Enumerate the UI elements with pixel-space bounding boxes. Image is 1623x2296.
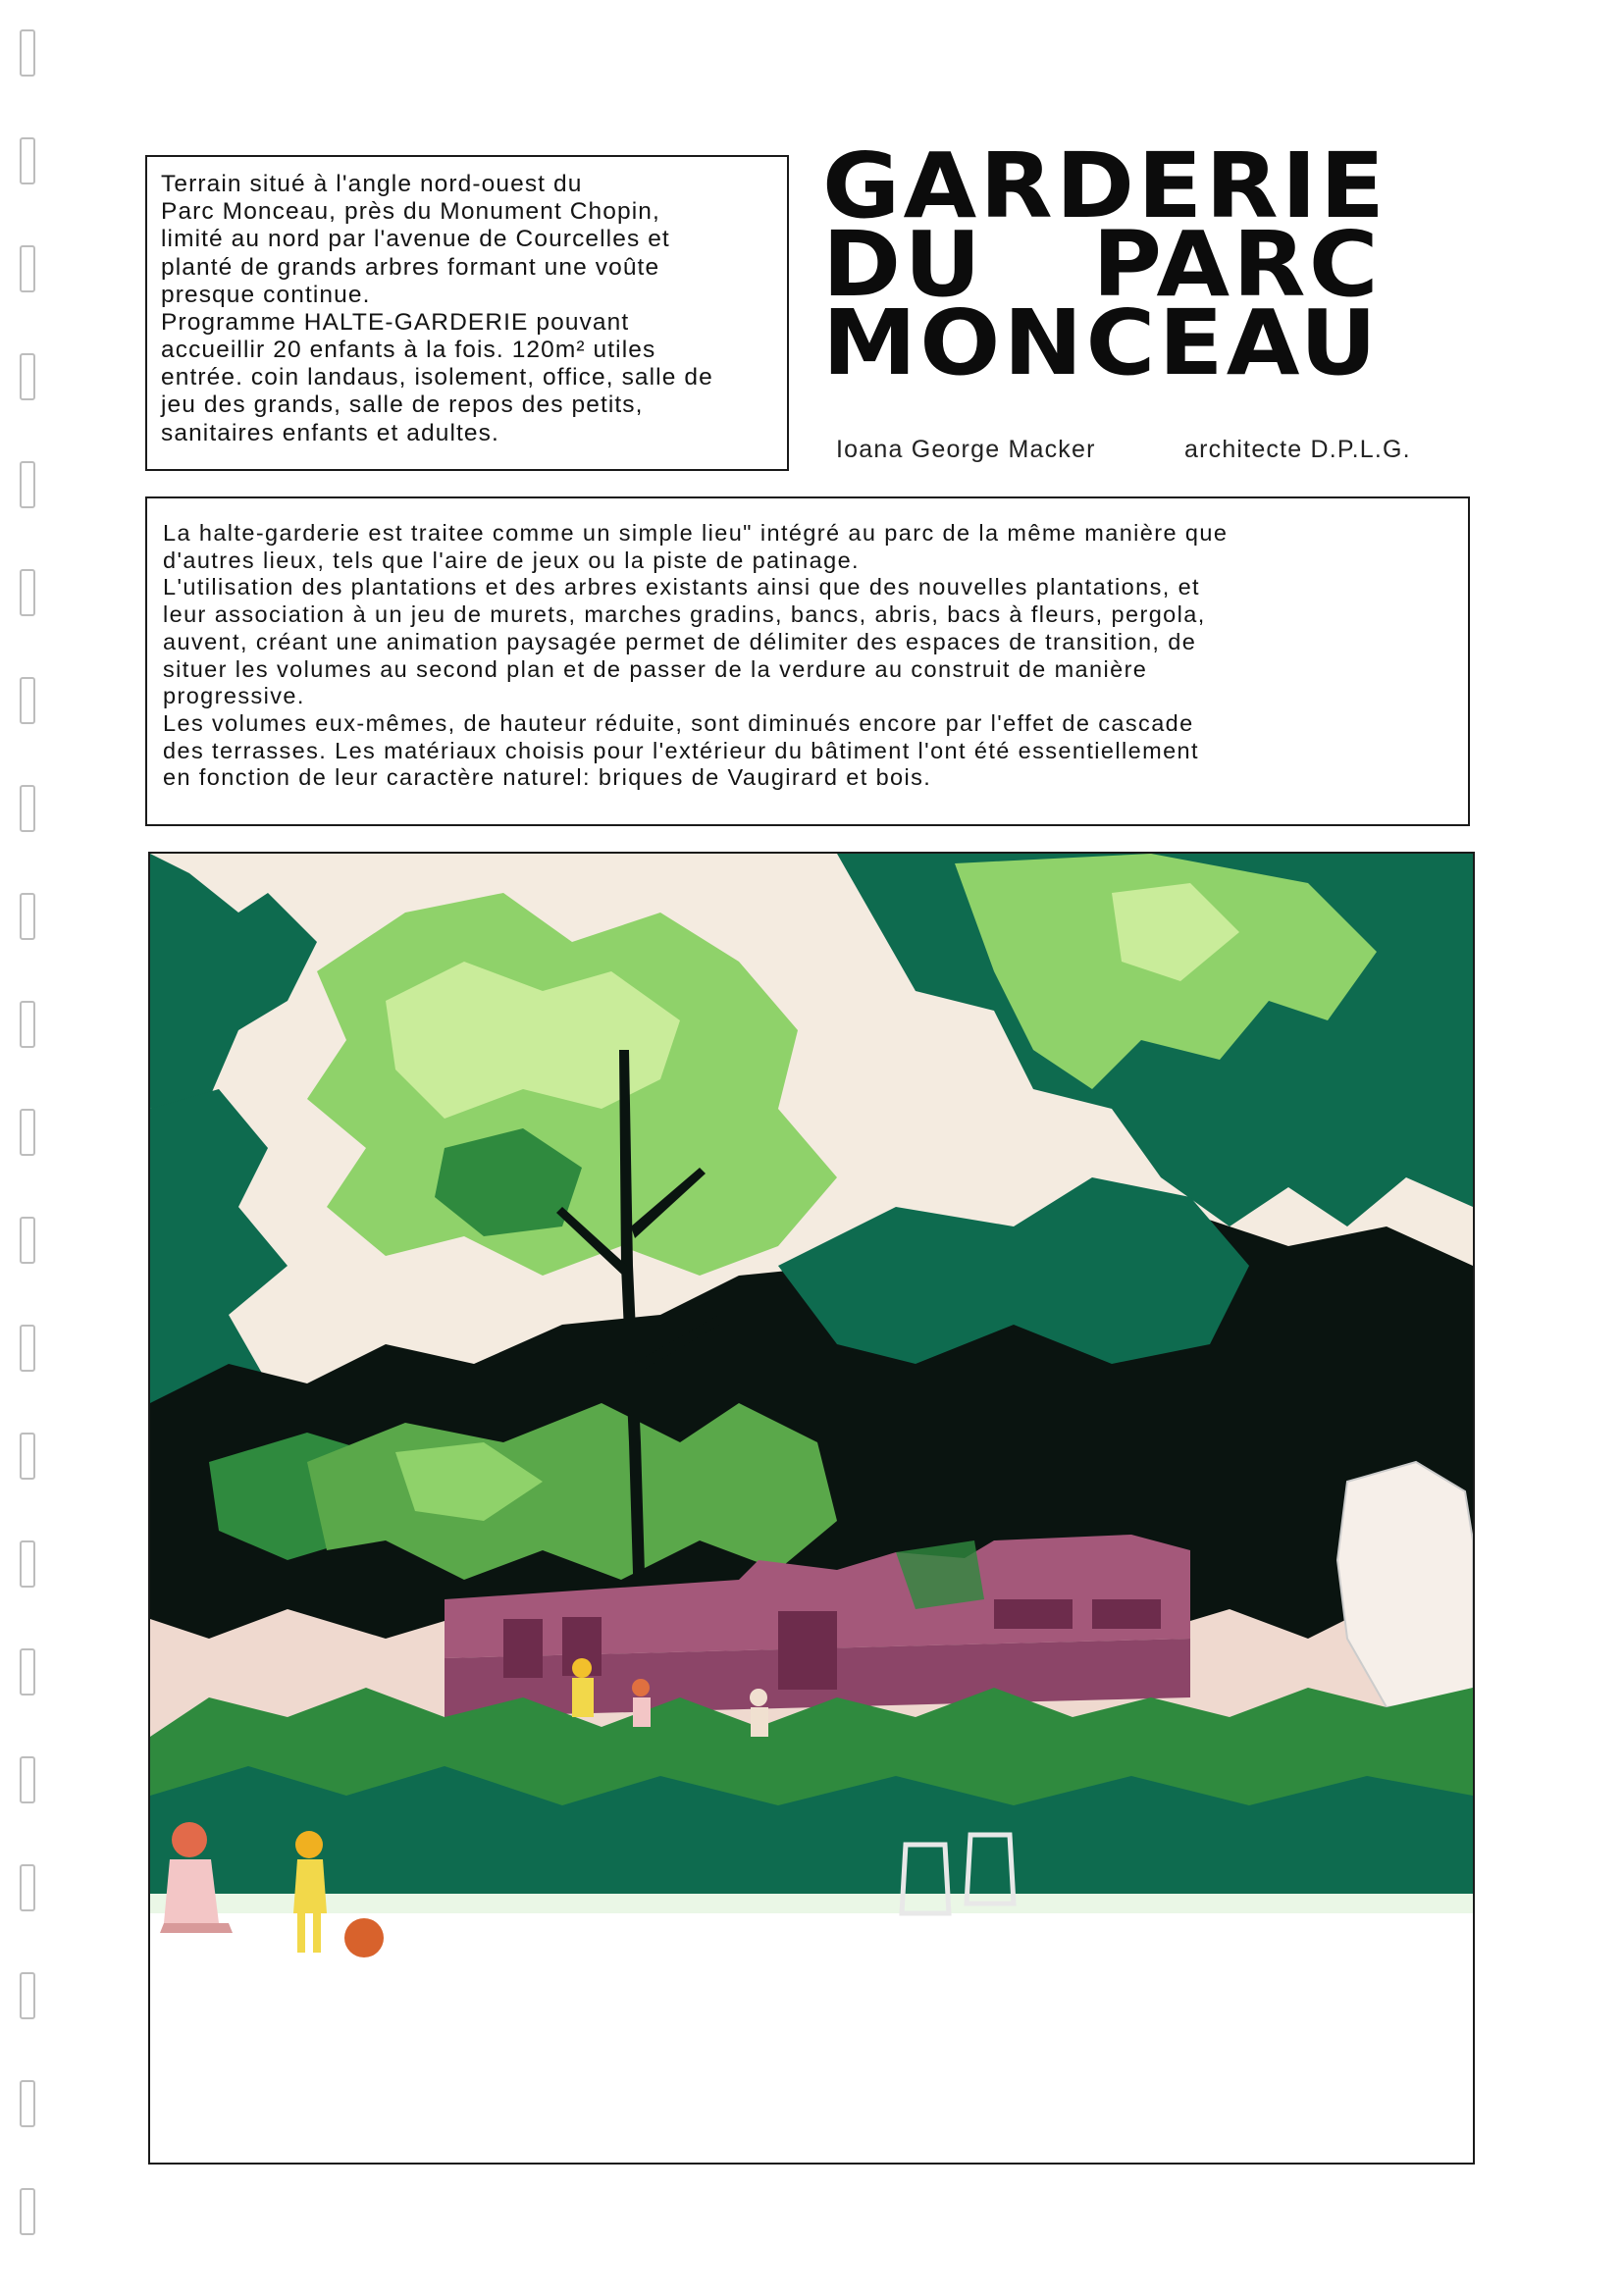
binding-ring — [20, 677, 35, 724]
binding-ring — [20, 461, 35, 508]
program-line: entrée. coin landaus, isolement, office, salle de — [161, 364, 713, 391]
description-line: La halte-garderie est traitee comme un simple lieu" intégré au parc de la même manière que — [163, 520, 1229, 546]
program-line: accueillir 20 enfants à la fois. 120m² utiles — [161, 337, 656, 364]
program-line: jeu des grands, salle de repos des petits, — [161, 391, 644, 419]
binding-ring — [20, 1001, 35, 1048]
title-line-1: GARDERIE — [822, 133, 1388, 238]
program-line: Programme HALTE-GARDERIE pouvant — [161, 308, 630, 336]
binding-ring — [20, 893, 35, 940]
binding-ring — [20, 1756, 35, 1803]
binding-ring — [20, 1325, 35, 1372]
binding-ring — [20, 569, 35, 616]
site-line: Terrain situé à l'angle nord-ouest du — [161, 171, 583, 197]
site-line: limité au nord par l'avenue de Courcelles et — [161, 226, 670, 253]
description-line: d'autres lieux, tels que l'aire de jeux ou la piste de patinage. — [163, 547, 860, 573]
ball — [344, 1918, 384, 1957]
description-line: situer les volumes au second plan et de passer de la verdure au construit de manière — [163, 655, 1148, 682]
binding-ring — [20, 1109, 35, 1156]
building-window — [503, 1619, 543, 1678]
author-credit — [836, 436, 1474, 464]
description-line: des terrasses. Les matériaux choisis pour l'extérieur du bâtiment l'ont été essentiellement — [163, 737, 1199, 763]
title-line-3: MONCEAU — [822, 290, 1381, 395]
description-line: auvent, créant une animation paysagée permet de délimiter des espaces de transition, de — [163, 628, 1197, 654]
illustration-svg — [150, 854, 1473, 2163]
binding-ring — [20, 1864, 35, 1911]
binding-ring — [20, 1648, 35, 1696]
binding-ring — [20, 1433, 35, 1480]
binding-ring — [20, 2080, 35, 2127]
description-line: progressive. — [163, 683, 305, 709]
author-name: Ioana George Macker — [836, 436, 1096, 463]
site-line: planté de grands arbres formant une voûte — [161, 253, 660, 281]
binding-rings — [20, 29, 39, 2286]
ground-edge — [150, 1894, 1473, 1913]
binding-ring — [20, 785, 35, 832]
project-description-box — [145, 496, 1470, 826]
building-window — [1092, 1599, 1161, 1629]
description-line: L'utilisation des plantations et des arbres existants ainsi que des nouvelles plantations, et — [163, 574, 1200, 600]
program-line: sanitaires enfants et adultes. — [161, 419, 499, 446]
description-line: Les volumes eux-mêmes, de hauteur réduite, sont diminués encore par l'effet de cascade — [163, 710, 1194, 737]
binding-ring — [20, 29, 35, 77]
description-line: leur association à un jeu de murets, marches gradins, bancs, abris, bacs à fleurs, pergola, — [163, 601, 1206, 628]
binding-ring — [20, 1540, 35, 1588]
binding-ring — [20, 1217, 35, 1264]
building-window — [994, 1599, 1073, 1629]
binding-ring — [20, 2188, 35, 2235]
park-illustration — [148, 852, 1475, 2165]
site-description-box — [145, 155, 789, 471]
site-line: presque continue. — [161, 281, 371, 308]
building-doorway — [778, 1611, 837, 1690]
binding-ring — [20, 353, 35, 400]
binding-ring — [20, 137, 35, 184]
site-line: Parc Monceau, près du Monument Chopin, — [161, 198, 660, 226]
author-role: architecte D.P.L.G. — [1184, 436, 1411, 463]
page-title — [822, 133, 1470, 395]
description-line: en fonction de leur caractère naturel: briques de Vaugirard et bois. — [163, 764, 932, 791]
binding-ring — [20, 245, 35, 292]
title-line-2: DU PARC — [822, 212, 1382, 317]
binding-ring — [20, 1972, 35, 2019]
